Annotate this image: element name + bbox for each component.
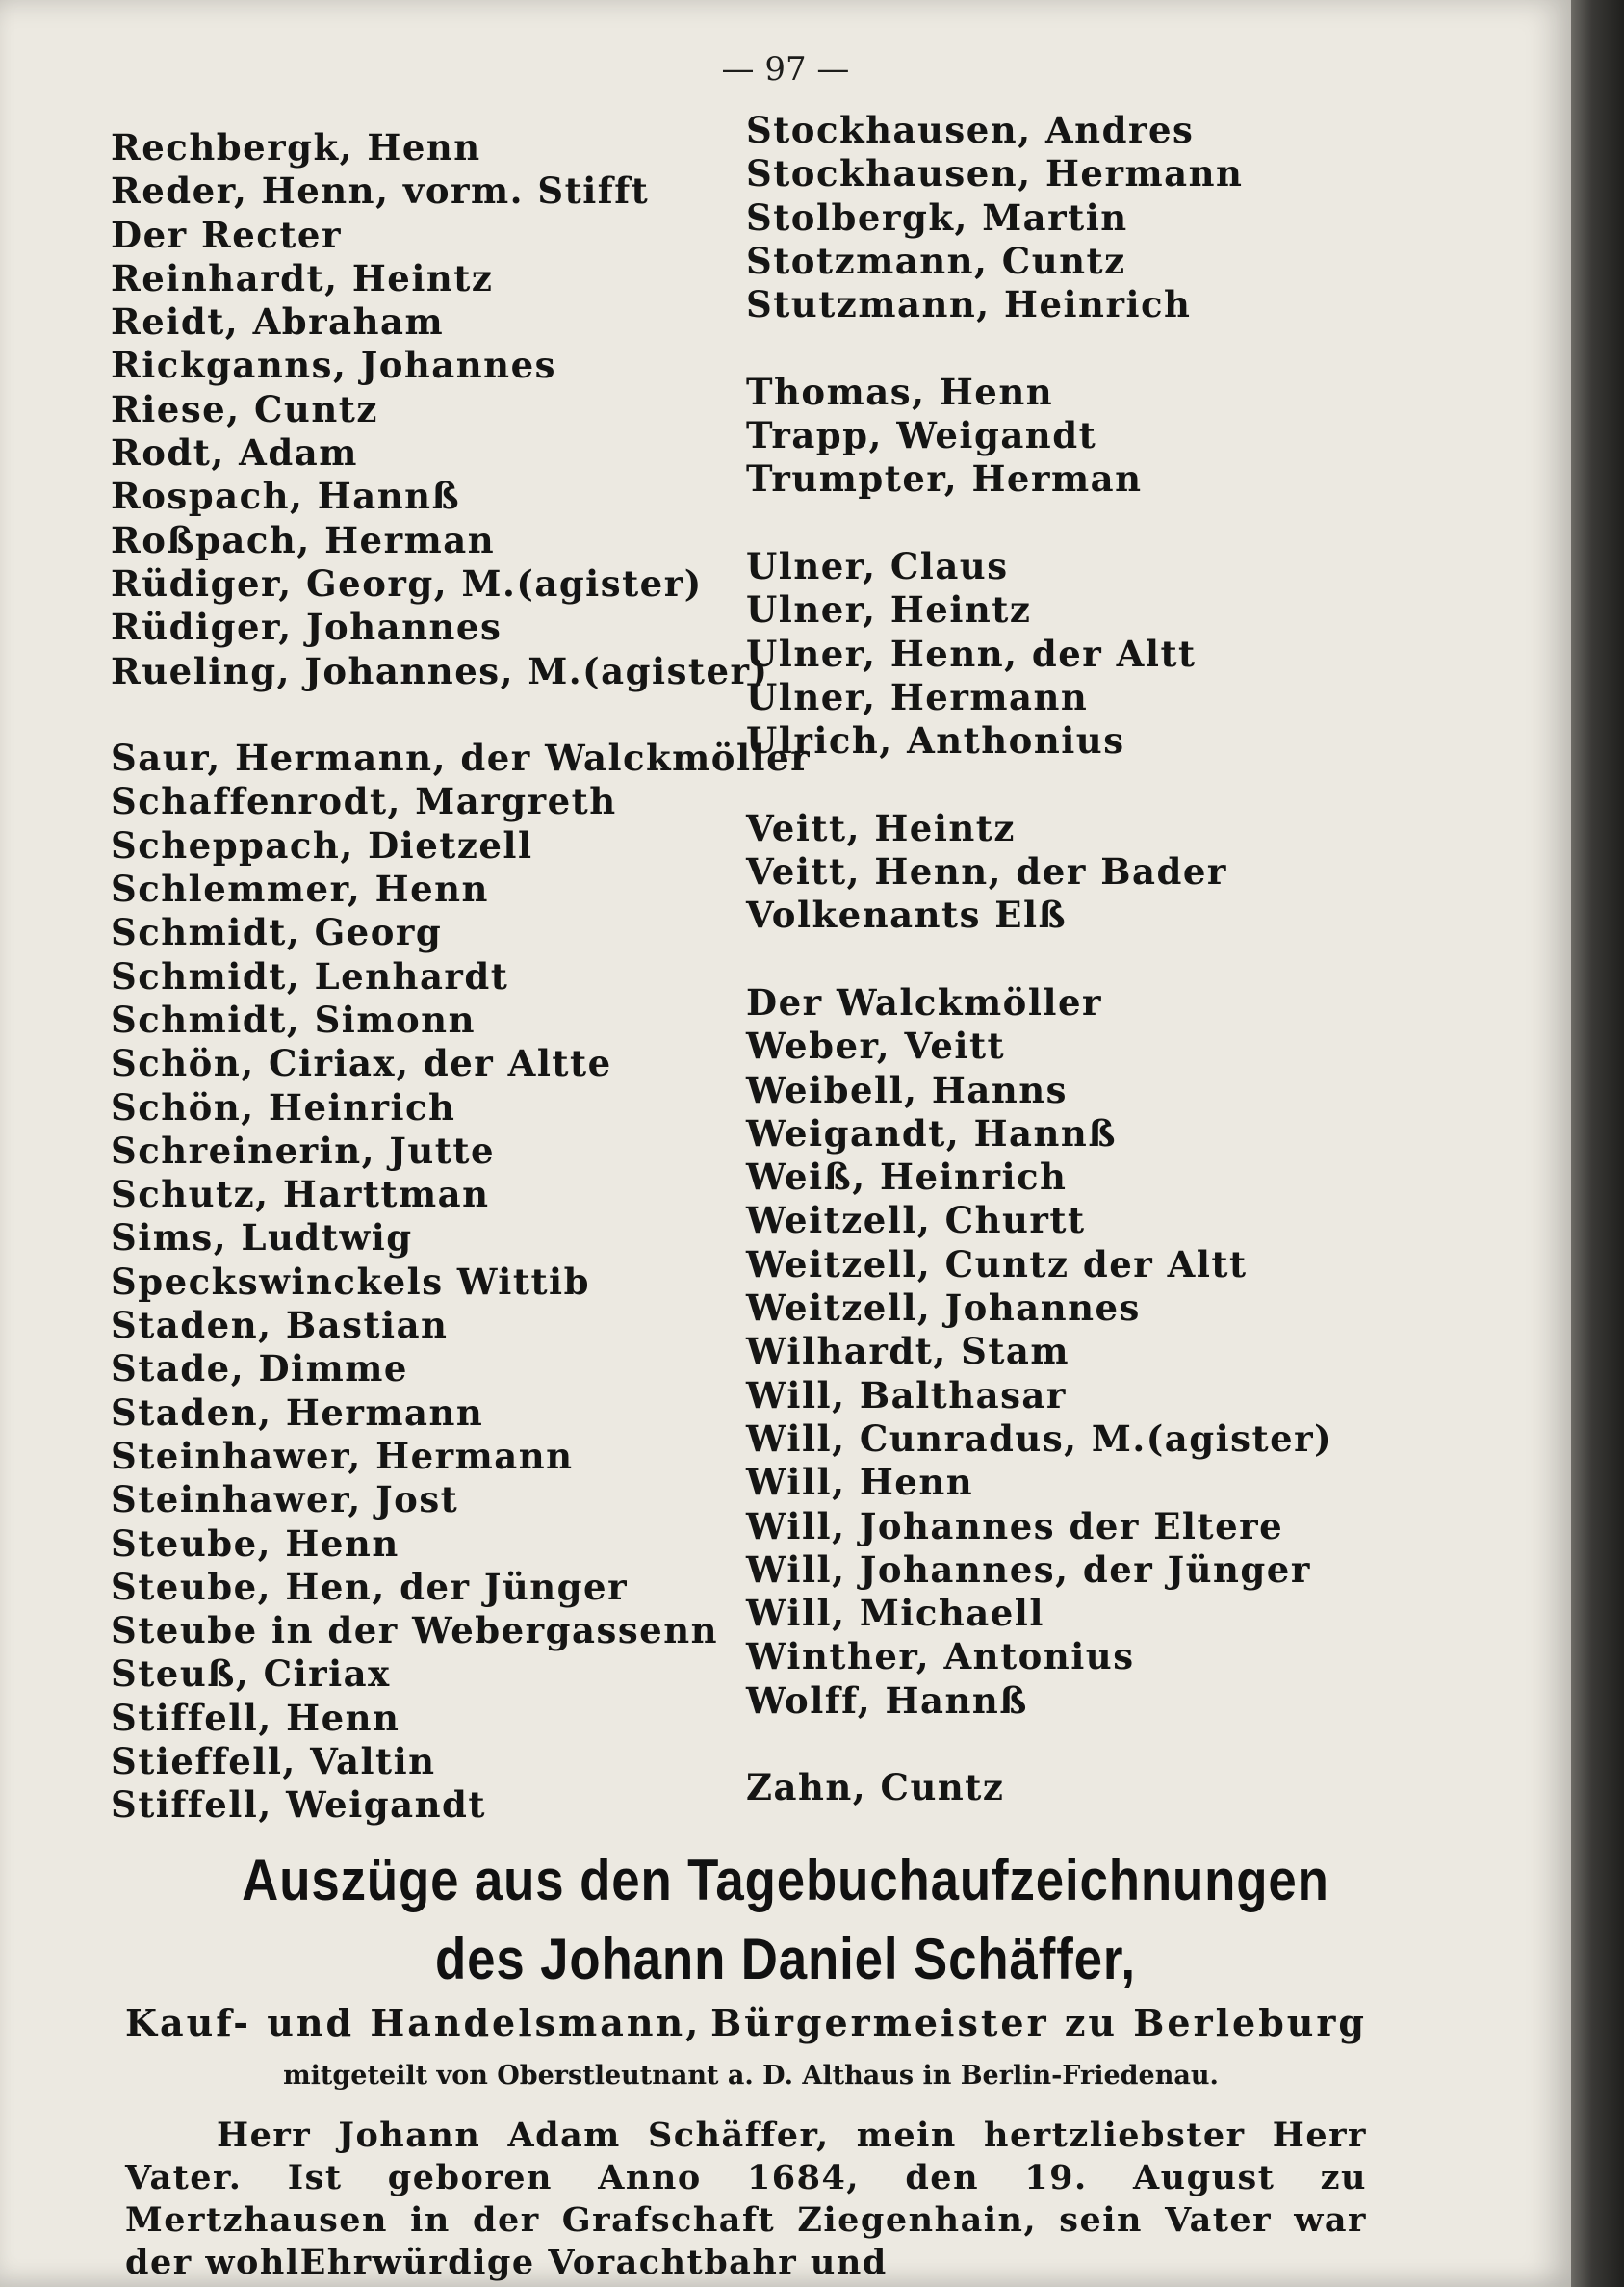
name-entry: Stiffell, Weigandt [111,1783,486,1827]
page-number: — 97 — [721,50,850,89]
name-entry: Saur, Hermann, der Walckmöller [111,737,812,780]
name-entry: Reidt, Abraham [111,300,445,344]
name-entry: Reinhardt, Heintz [111,256,494,299]
name-entry: Weibell, Hanns [746,1068,1068,1111]
name-entry: Thomas, Henn [746,370,1054,413]
name-entry: Wolff, Hannß [746,1678,1028,1722]
name-entry: Will, Johannes der Eltere [746,1504,1284,1547]
name-entry: Stiffell, Henn [111,1696,400,1739]
name-entry: Rospach, Hannß [111,475,461,518]
name-entry: Schlemmer, Henn [111,868,489,911]
name-entry: Zahn, Cuntz [746,1766,1005,1809]
name-entry: Winther, Antonius [746,1635,1135,1678]
name-entry: Steube, Hen, der Jünger [111,1565,629,1608]
name-entry: Riese, Cuntz [111,387,378,430]
name-entry: Rueling, Johannes, M.(agister) [111,649,769,692]
name-entry: Trumpter, Herman [746,457,1143,501]
name-entry: Will, Michaell [746,1592,1044,1635]
name-entry: Stutzmann, Heinrich [746,283,1192,326]
name-entry: Ulner, Henn, der Altt [746,632,1197,675]
name-entry: Ulner, Hermann [746,675,1089,718]
name-entry: Stotzmann, Cuntz [746,239,1126,282]
office-text: Bürgermeister zu Berleburg [710,2001,1367,2044]
name-entry: Ulrich, Anthonius [746,719,1125,763]
name-entry: Staden, Hermann [111,1390,484,1434]
name-entry: Volkenants Elß [746,894,1068,937]
name-entry: Weiß, Heinrich [746,1156,1068,1199]
name-entry: Weitzell, Cuntz der Altt [746,1242,1248,1286]
name-entry: Steuß, Ciriax [111,1652,391,1696]
name-entry: Stockhausen, Andres [746,109,1195,151]
book-spine-edge [1571,0,1624,2287]
name-entry: Veitt, Heintz [746,806,1016,849]
name-entry: Stade, Dimme [111,1347,408,1390]
name-entry: Will, Cunradus, M.(agister) [746,1416,1333,1460]
spacer [111,693,811,737]
name-entry: Der Walckmöller [746,980,1103,1024]
name-entry: Steinhawer, Hermann [111,1434,574,1477]
spacer [746,326,1332,370]
name-list-left [111,126,811,1828]
name-entry: Weitzell, Johannes [746,1286,1141,1330]
communicated-by: mitgeteilt von Oberstleutnant a. D. Althaus in Berlin-Friedenau. [283,2061,1219,2091]
name-entry: Rüdiger, Johannes [111,606,503,649]
author-occupation [125,2001,1367,2044]
name-entry: Speckswinckels Wittib [111,1260,590,1303]
name-entry: Schutz, Harttman [111,1173,490,1216]
name-entry: Stieffell, Valtin [111,1739,436,1782]
name-entry: Weber, Veitt [746,1025,1006,1068]
occupation-text: Kauf- und Handelsmann, [125,2001,702,2044]
name-entry: Sims, Ludtwig [111,1216,413,1260]
name-entry: Trapp, Weigandt [746,414,1097,457]
name-entry: Veitt, Henn, der Bader [746,850,1227,894]
name-entry: Will, Balthasar [746,1373,1067,1416]
name-entry: Will, Johannes, der Jünger [746,1547,1311,1591]
name-entry: Schmidt, Lenhardt [111,954,509,998]
name-entry: Staden, Bastian [111,1304,449,1347]
name-entry: Steinhawer, Jost [111,1478,459,1521]
name-entry: Scheppach, Dietzell [111,823,533,867]
name-entry: Schön, Heinrich [111,1085,456,1129]
section-heading-line1: Auszüge aus den Tagebuchaufzeichnungen [242,1848,1329,1912]
name-entry: Wilhardt, Stam [746,1330,1070,1373]
name-entry: Rüdiger, Georg, M.(agister) [111,561,703,605]
name-list-right [746,109,1332,1810]
name-entry: Ulner, Heintz [746,588,1032,632]
name-entry: Rechbergk, Henn [111,126,481,169]
name-entry: Stockhausen, Hermann [746,152,1244,195]
name-entry: Schmidt, Georg [111,911,443,954]
body-paragraph: Herr Johann Adam Schäffer, mein hertzliebster Herr Vater. Ist geboren Anno 1684, den 19. August zu Mertzhausen in der Grafschaft Ziegenhain, sein Vater war der wohlEhrwürdige Vorachtbahr und [125,2116,1367,2282]
name-entry: Schmidt, Simonn [111,998,476,1041]
name-entry: Steube in der Webergassenn [111,1609,718,1652]
spacer [746,938,1332,981]
spacer [746,502,1332,545]
section-heading-line2: des Johann Daniel Schäffer, [435,1927,1136,1991]
name-entry: Rodt, Adam [111,431,358,475]
name-entry: Weigandt, Hannß [746,1111,1117,1155]
name-entry: Stolbergk, Martin [746,195,1128,239]
name-entry: Will, Henn [746,1461,974,1504]
name-entry: Schaffenrodt, Margreth [111,780,617,823]
name-entry: Der Recter [111,213,342,256]
name-entry: Schreinerin, Jutte [111,1129,496,1172]
spacer [746,763,1332,806]
name-entry: Steube, Henn [111,1521,400,1565]
name-entry: Schön, Ciriax, der Altte [111,1042,612,1085]
name-entry: Weitzell, Churtt [746,1199,1086,1242]
name-entry: Rickganns, Johannes [111,344,556,387]
spacer [746,1723,1332,1766]
name-entry: Ulner, Claus [746,544,1009,587]
name-entry: Roßpach, Herman [111,518,496,561]
name-entry: Reder, Henn, vorm. Stifft [111,169,650,213]
